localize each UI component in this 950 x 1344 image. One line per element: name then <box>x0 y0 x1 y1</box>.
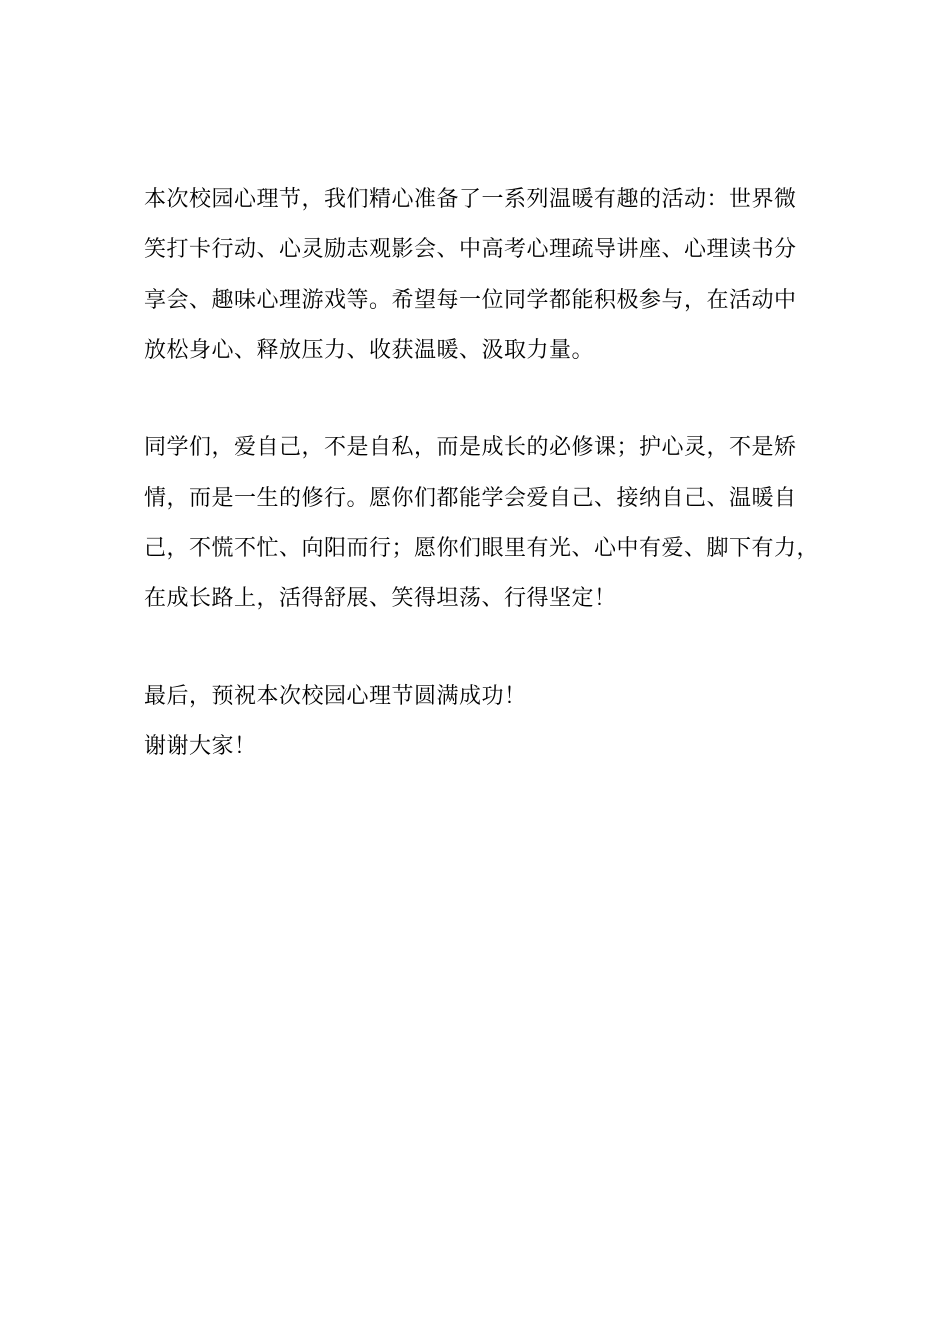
text-line: 谢谢大家！ <box>144 734 257 759</box>
text-line: 享会、趣味心理游戏等。希望每一位同学都能积极参与，在活动中 <box>144 288 797 313</box>
text-line: 在成长路上，活得舒展、笑得坦荡、行得坚定！ <box>144 586 617 611</box>
text-line: 同学们，爱自己，不是自私，而是成长的必修课；护心灵，不是矫 <box>144 435 797 460</box>
text-line: 本次校园心理节，我们精心准备了一系列温暖有趣的活动：世界微 <box>144 187 797 212</box>
text-line: 己，不慌不忙、向阳而行；愿你们眼里有光、心中有爱、脚下有力， <box>144 536 820 561</box>
text-line: 最后，预祝本次校园心理节圆满成功！ <box>144 684 527 709</box>
text-line: 放松身心、释放压力、收获温暖、汲取力量。 <box>144 338 595 363</box>
text-line: 情，而是一生的修行。愿你们都能学会爱自己、接纳自己、温暖自 <box>144 486 797 511</box>
text-line: 笑打卡行动、心灵励志观影会、中高考心理疏导讲座、心理读书分 <box>144 237 797 262</box>
